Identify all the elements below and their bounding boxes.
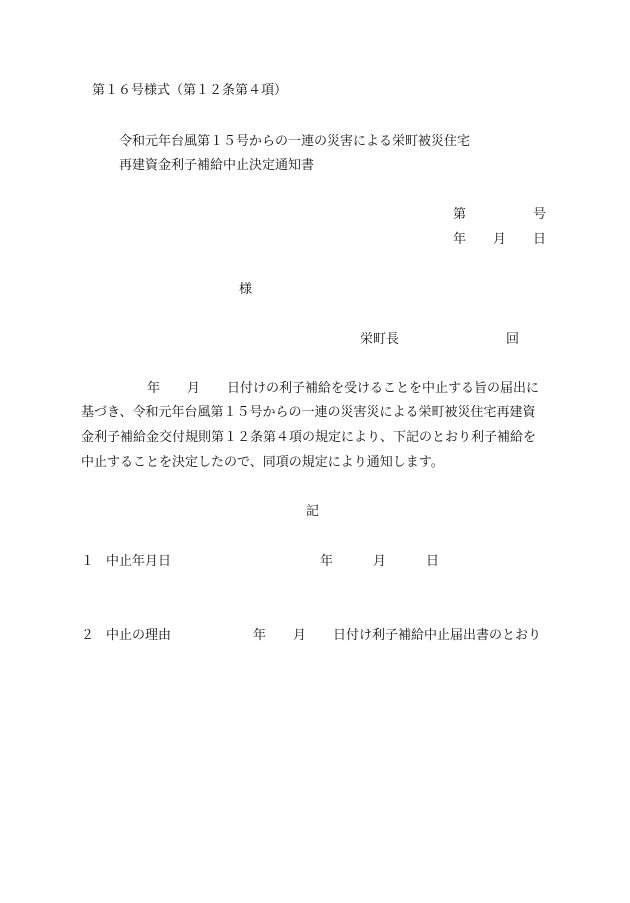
- item1-label: 中止年月日: [106, 554, 172, 569]
- ki-heading: 記: [306, 504, 320, 519]
- item1-year: 年: [320, 554, 334, 569]
- issuer-seal: 回: [506, 332, 520, 347]
- body-line1-rest: 日付けの利子補給を受けることを中止する旨の届出に: [227, 381, 540, 396]
- doc-number-suffix: 号: [533, 207, 547, 222]
- body-line1-year: 年: [147, 381, 161, 396]
- issuer-name: 栄町長: [360, 332, 400, 347]
- document-title-line2: 再建資金利子補給中止決定通知書: [119, 158, 315, 173]
- doc-number-prefix: 第: [453, 207, 467, 222]
- item2-year: 年: [253, 628, 267, 643]
- doc-date-day: 日: [533, 232, 547, 247]
- item2-label: 中止の理由: [106, 628, 172, 643]
- item2-rest: 日付け利子補給中止届出書のとおり: [333, 628, 542, 643]
- doc-date-year: 年: [453, 232, 467, 247]
- item1-number: １: [81, 554, 95, 569]
- body-line1-month: 月: [187, 381, 201, 396]
- body-line2: 基づき、令和元年台風第１５号からの一連の災害災による栄町被災住宅再建資: [81, 405, 536, 420]
- item2-month: 月: [293, 628, 307, 643]
- document-title-line1: 令和元年台風第１５号からの一連の災害による栄町被災住宅: [119, 134, 471, 149]
- body-line3: 金利子補給金交付規則第１２条第４項の規定により、下記のとおり利子補給を: [81, 430, 537, 445]
- form-label: 第１６号様式（第１２条第４項）: [92, 83, 288, 98]
- body-line4: 中止することを決定したので、同項の規定により通知します。: [81, 455, 444, 470]
- item1-day: 日: [426, 554, 440, 569]
- doc-date-month: 月: [493, 232, 507, 247]
- item2-number: ２: [81, 628, 95, 643]
- item1-month: 月: [373, 554, 387, 569]
- addressee-honorific: 様: [239, 282, 253, 297]
